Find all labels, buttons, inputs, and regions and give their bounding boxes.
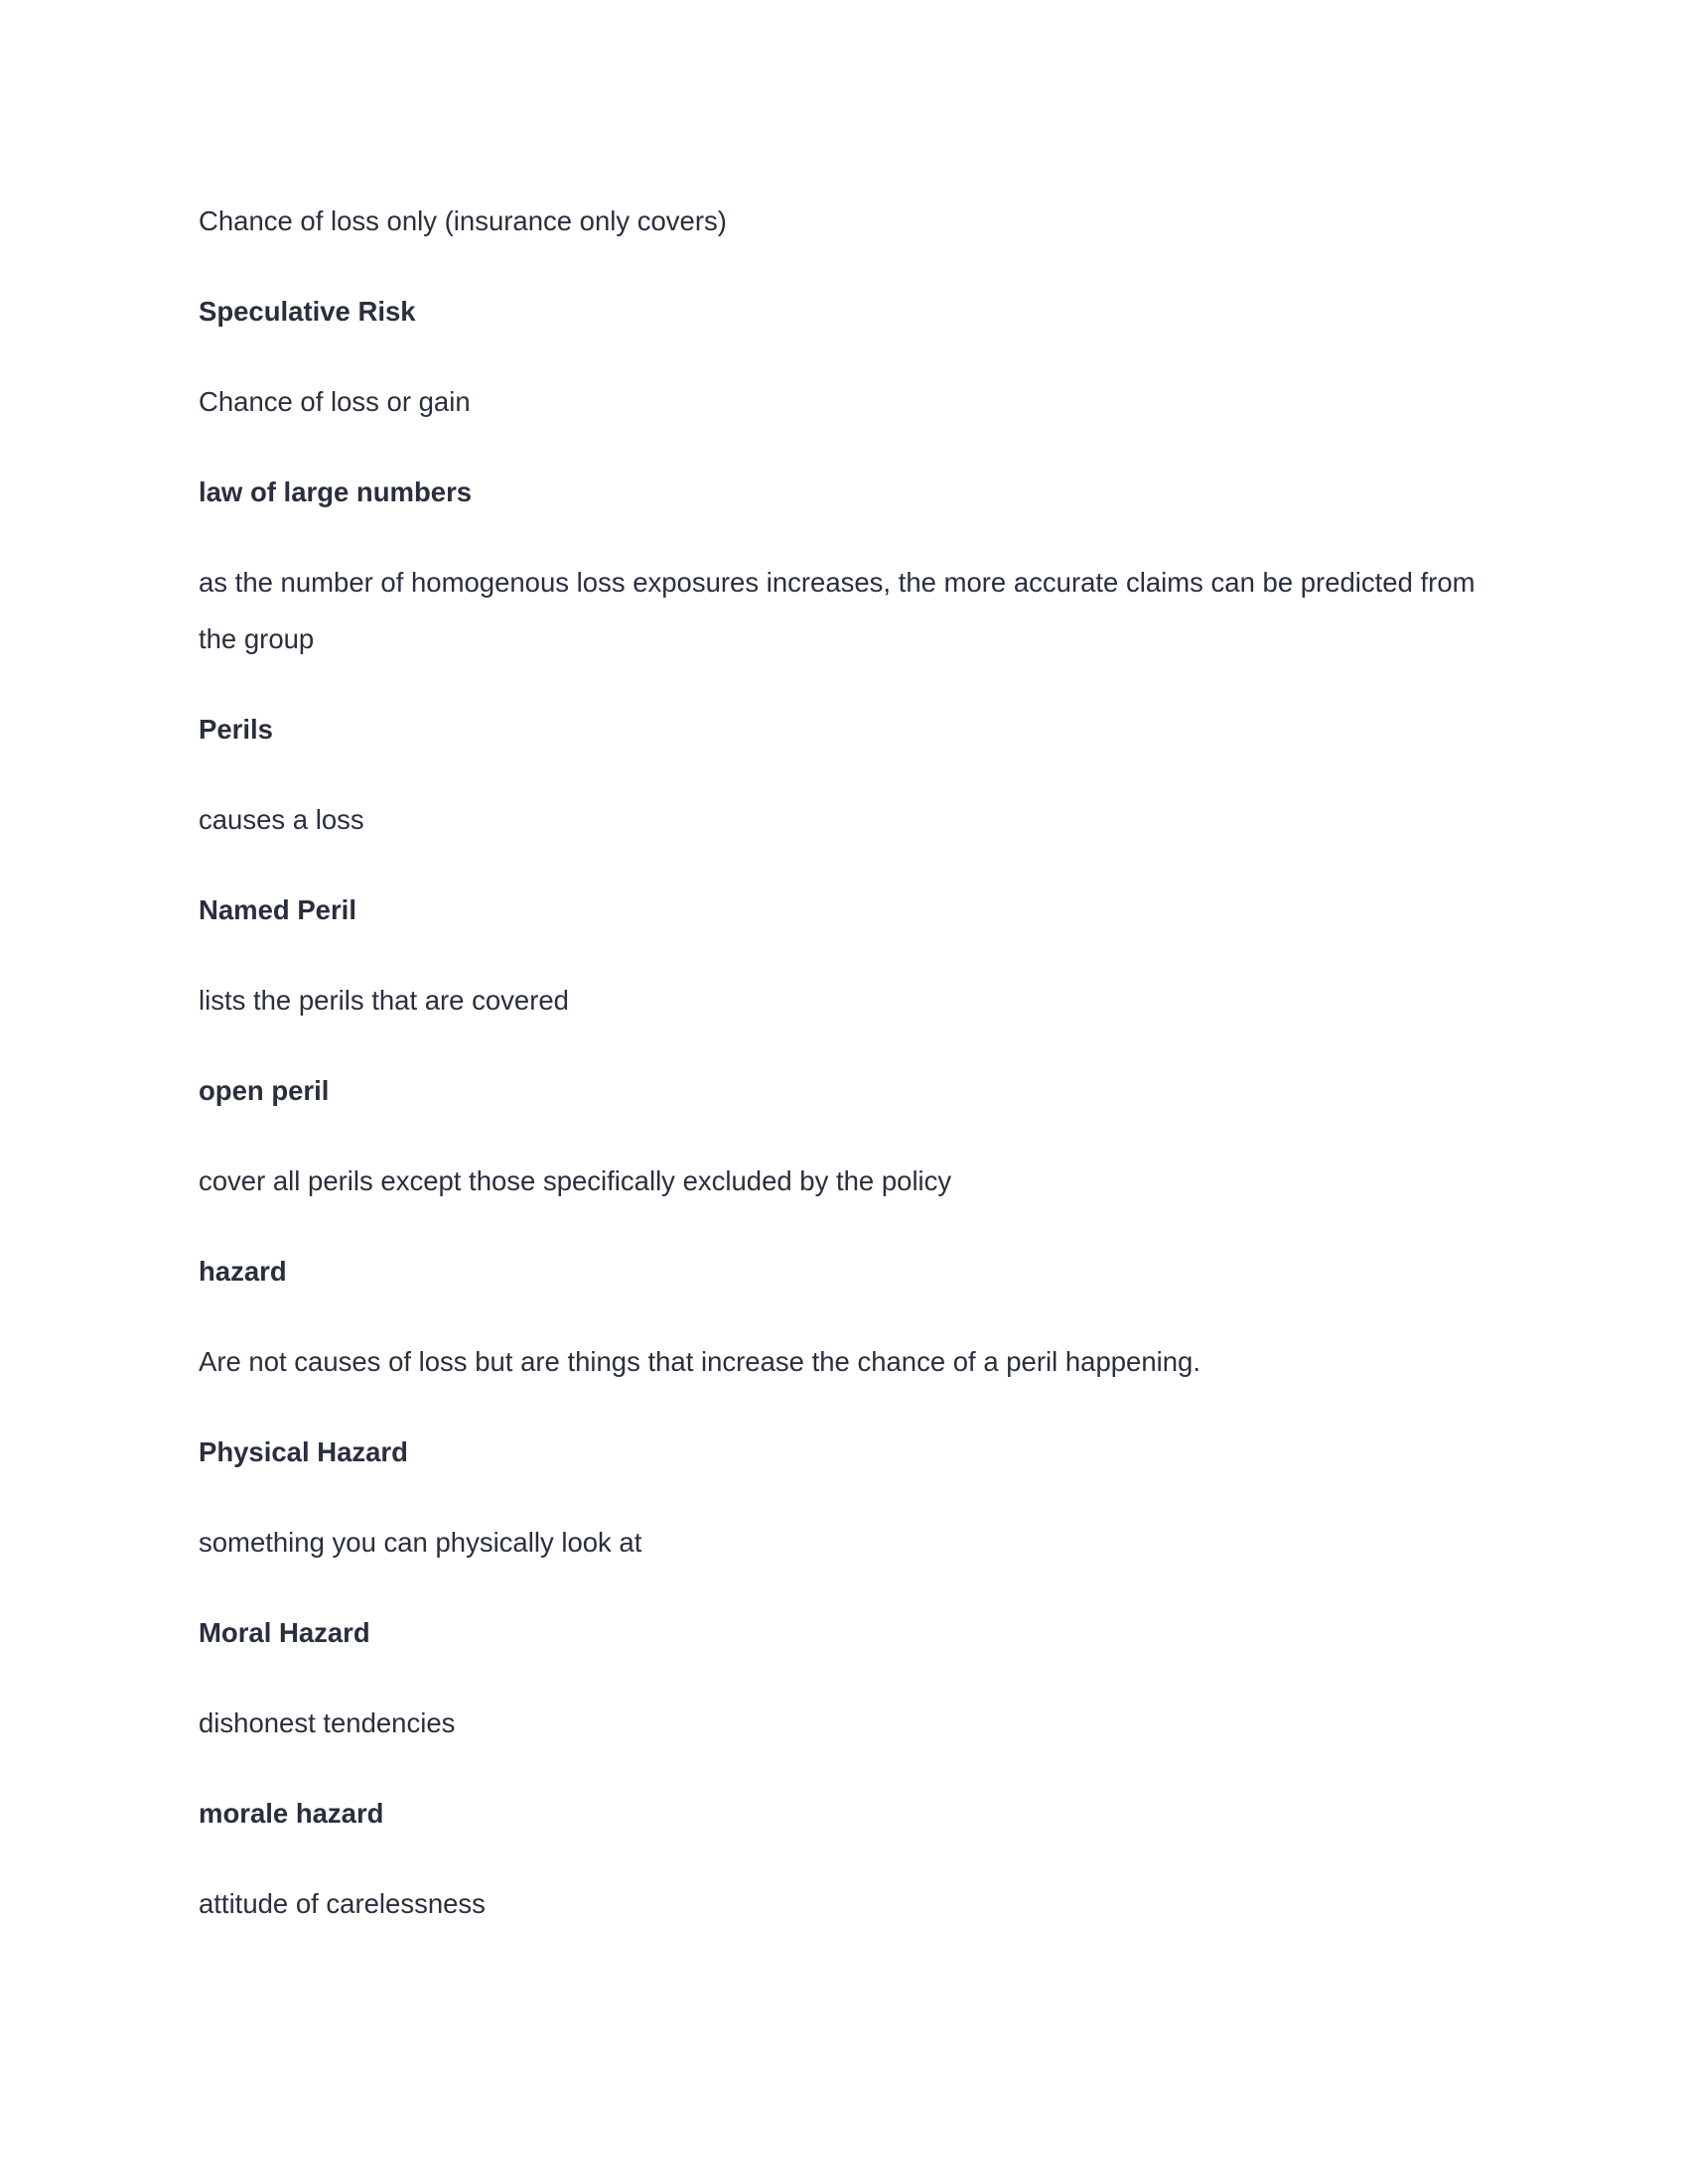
term-heading: Moral Hazard xyxy=(199,1617,370,1648)
term-heading: morale hazard xyxy=(199,1798,384,1829)
definition-text: dishonest tendencies xyxy=(199,1707,456,1738)
term-heading: Physical Hazard xyxy=(199,1436,408,1467)
definition-text: lists the perils that are covered xyxy=(199,985,569,1016)
definition-text: Chance of loss or gain xyxy=(199,386,471,417)
definition-text: Chance of loss only (insurance only covers) xyxy=(199,205,727,236)
term-heading: Named Peril xyxy=(199,894,356,925)
definition-text: causes a loss xyxy=(199,804,364,835)
definition-text: something you can physically look at xyxy=(199,1527,642,1558)
term-heading: Perils xyxy=(199,714,273,745)
term-heading: law of large numbers xyxy=(199,477,473,507)
definition-text: attitude of carelessness xyxy=(199,1888,486,1919)
definition-text: as the number of homogenous loss exposures increases, the more accurate claims can be predicted from the group xyxy=(199,567,1476,654)
document-page xyxy=(199,193,1489,1966)
definition-text: Are not causes of loss but are things that increase the chance of a peril happening. xyxy=(199,1346,1200,1377)
definition-text: cover all perils except those specifically excluded by the policy xyxy=(199,1165,952,1196)
term-heading: Speculative Risk xyxy=(199,296,416,327)
term-heading: hazard xyxy=(199,1256,287,1287)
term-heading: open peril xyxy=(199,1075,330,1106)
